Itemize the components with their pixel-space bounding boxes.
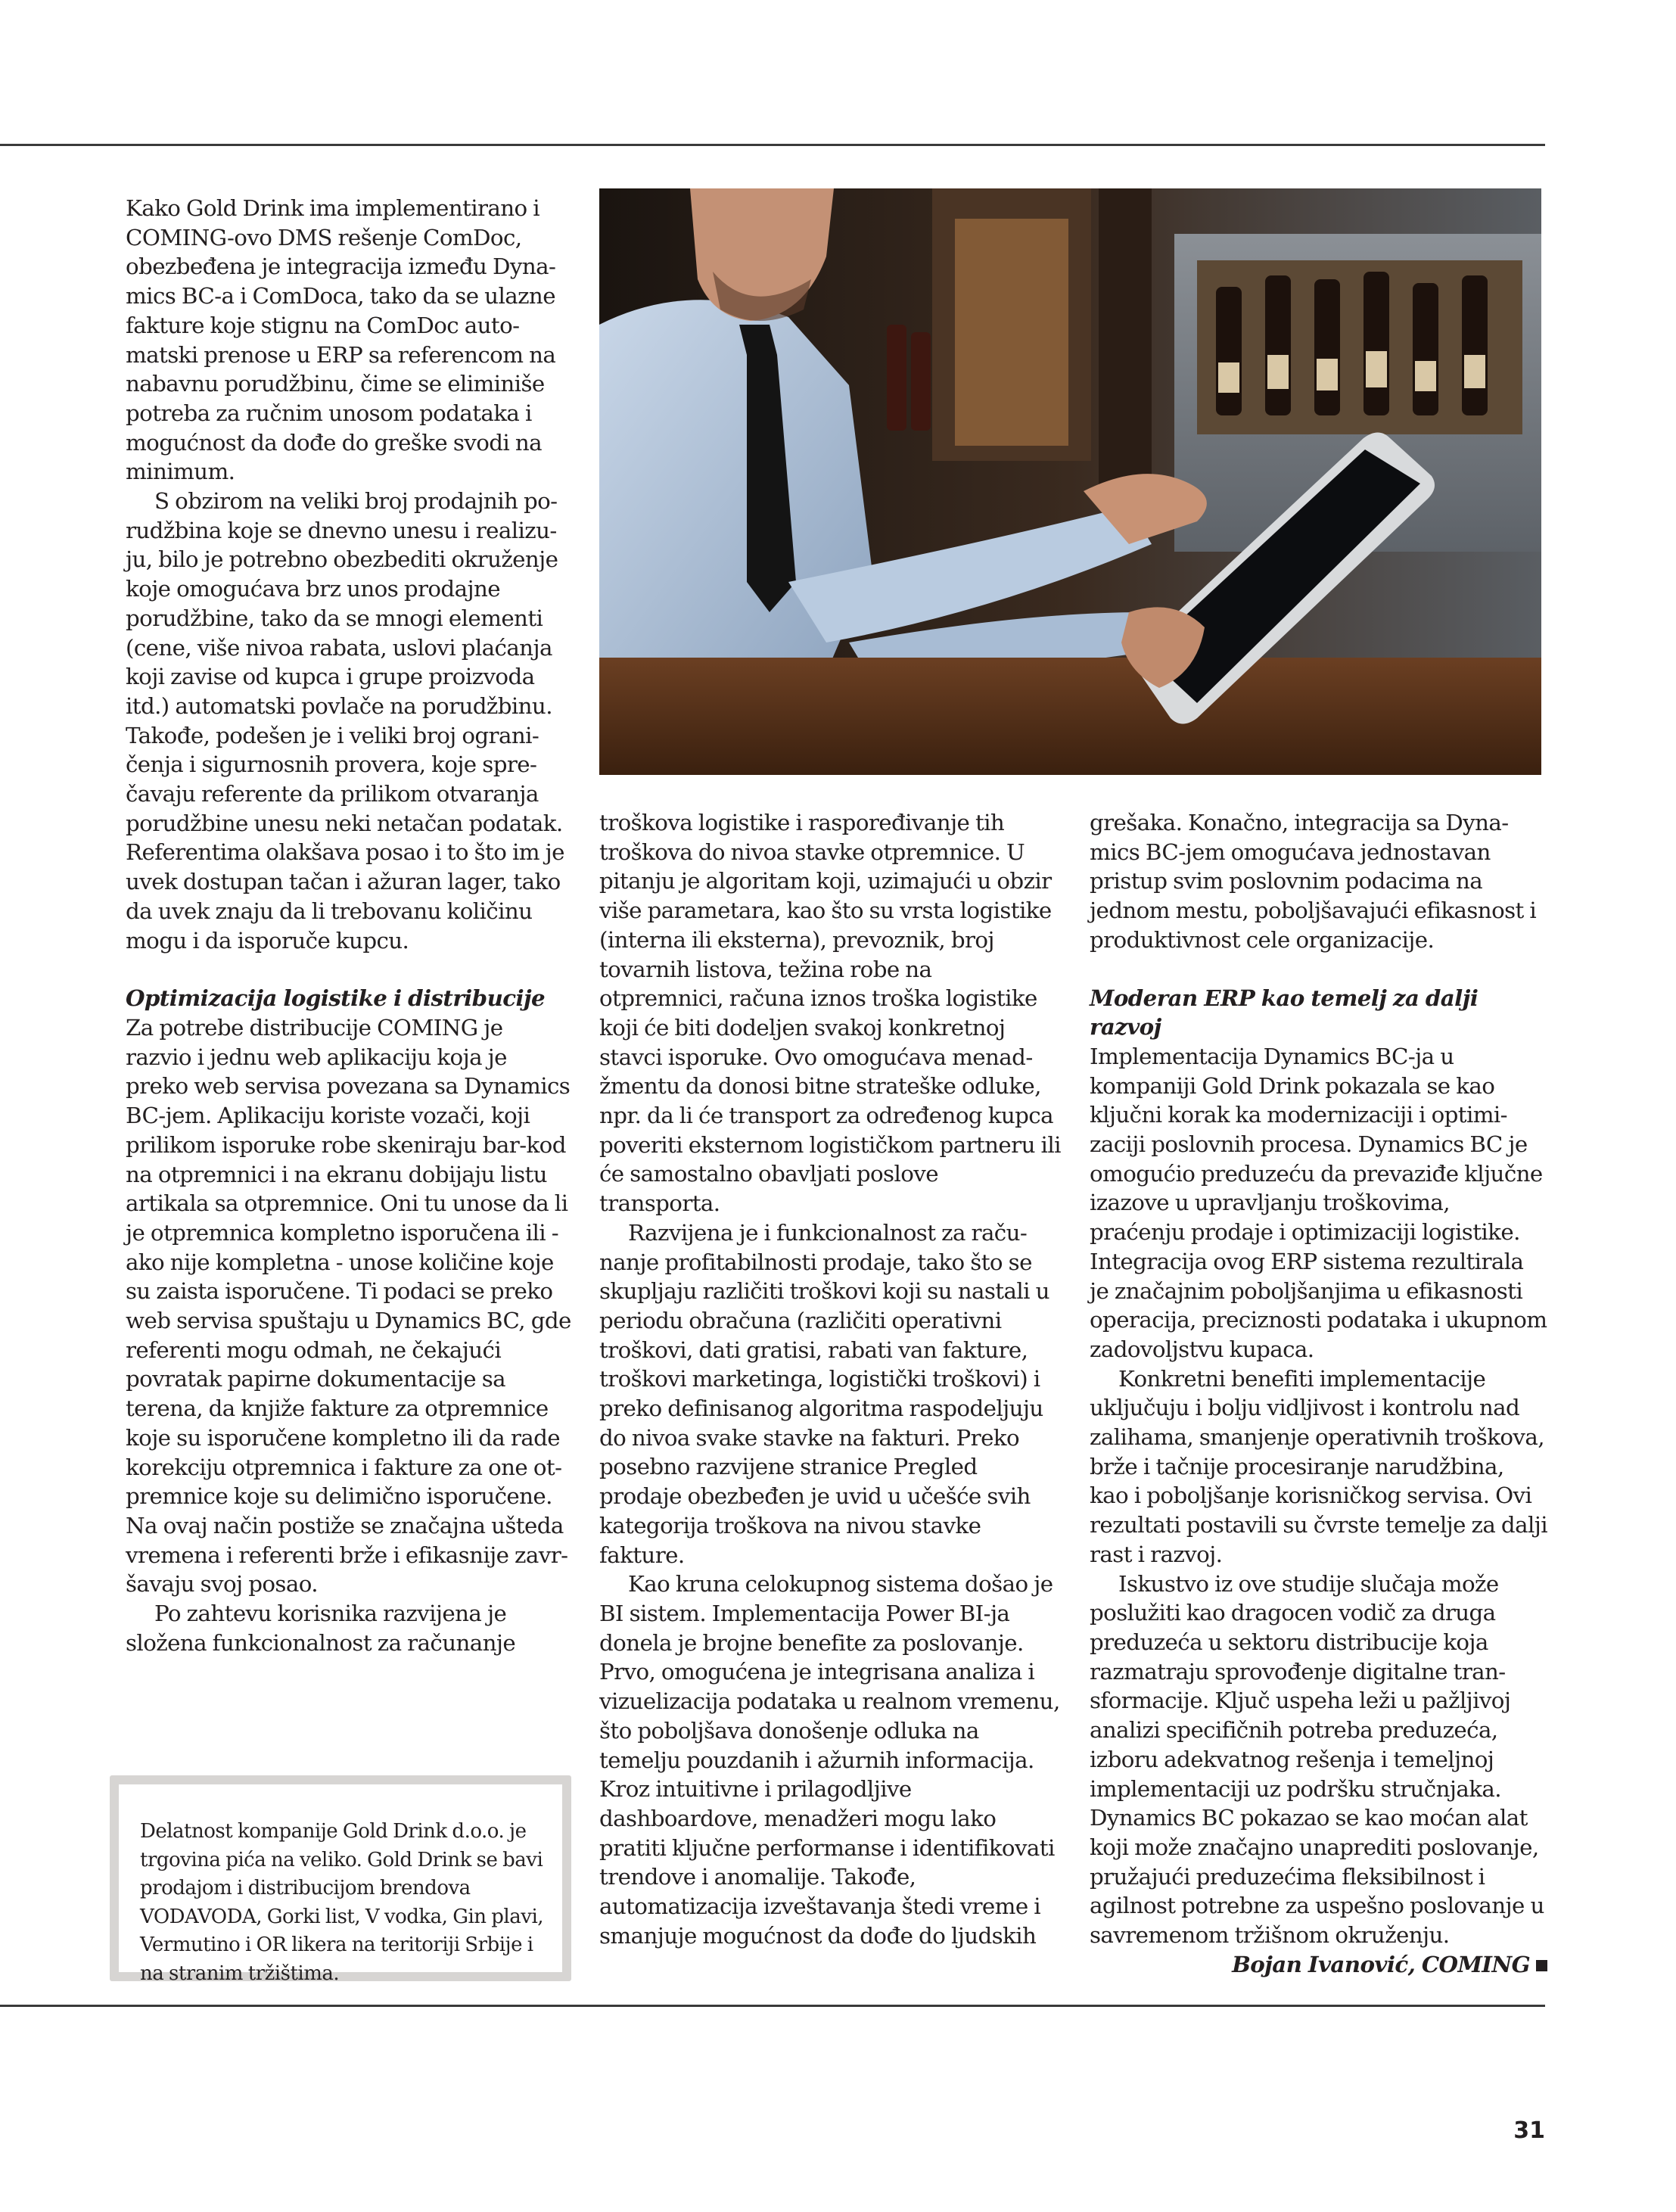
paragraph: grešaka. Konačno, integracija sa Dynamics BC-jem omogućava jednostavan pristup svim poslovnim podacima na jednom mestu, poboljšavajući efikasnost i produktivnost cele organizacije. [1090, 810, 1537, 953]
paragraph: Kao kruna celokupnog sistema došao je BI sistem. Implementacija Power BI-ja donela je brojne benefite za poslovanje. Prvo, omogućena je integrisana analiza i vizuelizacija podataka u realnom vremenu, što poboljšava donošenje odluka na temelju pouzdanih i ažurnih informacija. Kroz intuitivne i prilagodljive dashboardove, menadžeri mogu lako pratiti ključne performanse i identifikovati trendove i anomalije. Takođe, automatizacija izveštavanja štedi vreme i smanjuje mogućnost da dođe do ljudskih [599, 1571, 1060, 1949]
company-info-text: Delatnost kompanije Gold Drink d.o.o. je trgovina pića na veliko. Gold Drink se bavi prodajom i distribucijom brendova VODAVODA, Gorki list, V vodka, Gin plavi, Vermutino i OR likera na teritoriji Srbije i na stranim tržištima. [119, 1784, 562, 1972]
section-heading: Optimizacija logistike i distribucije [126, 985, 546, 1012]
company-info-box [110, 1775, 571, 1985]
businessman-with-tablet-photo [599, 188, 1541, 775]
paragraph: troškova logistike i raspoređivanje tih troškova do nivoa stavke otpremnice. U pitanju je algoritam koji, uzimajući u obzir više parametara, kao što su vrsta logistike (interna ili eksterna), prevoznik, broj tovarnih listova, težina robe na otpremnici, računa iznos troška logistike koji će biti dodeljen svakoj konkretnoj stavci isporuke. Ovo omogućava menadžmentu da donosi bitne strateške odluke, npr. da li će transport za određenog kupca poveriti eksternom logističkom partneru ili će samostalno obavljati poslove transporta. [599, 810, 1061, 1217]
paragraph: Kako Gold Drink ima implementirano i COMING-ovo DMS rešenje ComDoc, obezbeđena je integracija između Dynamics BC-a i ComDoca, tako da se ulazne fakture koje stignu na ComDoc automatski prenose u ERP sa referencom na nabavnu porudžbinu, čime se eliminiše potreba za ručnim unosom podataka i mogućnost da dođe do greške svodi na minimum. [126, 195, 556, 485]
article-column-3 [1090, 808, 1547, 1979]
bottom-rule [0, 2005, 1545, 2007]
author-signature [1090, 1950, 1547, 1980]
paragraph: Razvijena je i funkcionalnost za računanje profitabilnosti prodaje, tako što se skupljaju različiti troškovi koji su nastali u periodu obračuna (različiti operativni troškovi, dati gratisi, rabati van fakture, troškovi marketinga, logistički troškovi) i preko definisanog algoritma raspodeljuju do nivoa svake stavke na fakturi. Preko posebno razvijene stranice Pregled prodaje obezbeđen je uvid u učešće svih kategorija troškova na nivou stavke fakture. [599, 1219, 1049, 1568]
top-rule [0, 144, 1545, 146]
end-mark-icon [1536, 1960, 1547, 1971]
article-column-2 [599, 808, 1061, 1950]
paragraph: Konkretni benefiti implementacije uključuju i bolju vidljivost i kontrolu nad zalihama, smanjenje operativnih troškova, brže i tačnije procesiranje narudžbina, kao i poboljšanje korisničkog servisa. Ovi rezultati postavili su čvrste temelje za dalji rast i razvoj. [1090, 1365, 1547, 1567]
paragraph: Po zahtevu korisnika razvijena je složena funkcionalnost za računanje [126, 1601, 516, 1656]
paragraph: Implementacija Dynamics BC-ja u kompaniji Gold Drink pokazala se kao ključni korak ka modernizaciji i optimizaciji poslovnih procesa. Dynamics BC je omogućio preduzeću da prevaziđe ključne izazove u upravljanju troškovima, praćenju prodaje i optimizaciji logistike. Integracija ovog ERP sistema rezultirala je značajnim poboljšanjima u efikasnosti operacija, preciznosti podataka i ukupnom zadovoljstvu kupaca. [1090, 1043, 1547, 1362]
article-column-1 [126, 194, 572, 1657]
page-number: 31 [1513, 2117, 1545, 2144]
paragraph: Za potrebe distribucije COMING je razvio i jednu web aplikaciju koja je preko web servisa povezana sa Dynamics BC-jem. Aplikaciju koriste vozači, koji prilikom isporuke robe skeniraju bar-kod na otpremnici i na ekranu dobijaju listu artikala sa otpremnice. Oni tu unose da li je otpremnica kompletno isporučena ili - ako nije kompletna - unose količine koje su zaista isporučene. Ti podaci se preko web servisa spuštaju u Dynamics BC, gde referenti mogu odmah, ne čekajući povratak papirne dokumentacije sa terena, da knjiže fakture za otpremnice koje su isporučene kompletno ili da rade korekciju otpremnica i fakture za one otpremnice koje su delimično isporučene. Na ovaj način postiže se značajna ušteda vremena i referenti brže i efikasnije završavaju svoj posao. [126, 1014, 571, 1598]
paragraph: S obzirom na veliki broj prodajnih porudžbina koje se dnevno unesu i realizuju, bilo je potrebno obezbediti okruženje koje omogućava brz unos prodajne porudžbine, tako da se mnogi elementi (cene, više nivoa rabata, uslovi plaćanja koji zavise od kupca i grupe proizvoda itd.) automatski povlače na porudžbinu. Takođe, podešen je i veliki broj ograničenja i sigurnosnih provera, koje sprečavaju referente da prilikom otvaranja porudžbine unesu neki netačan podatak. Referentima olakšava posao i to što im je uvek dostupan tačan i ažuran lager, tako da uvek znaju da li trebovanu količinu mogu i da isporuče kupcu. [126, 488, 564, 954]
section-heading: Moderan ERP kao temelj za dalji razvoj [1090, 984, 1479, 1041]
paragraph: Iskustvo iz ove studije slučaja može poslužiti kao dragocen vodič za druga preduzeća u sektoru distribucije koja razmatraju sprovođenje digitalne transformacije. Ključ uspeha leži u pažljivoj analizi specifičnih potreba preduzeća, izboru adekvatnog rešenja i temeljnoj implementaciji uz podršku stručnjaka. Dynamics BC pokazao se kao moćan alat koji može značajno unaprediti poslovanje, pružajući preduzećima fleksibilnost i agilnost potrebne za uspešno poslovanje u savremenom tržišnom okruženju. [1090, 1570, 1544, 1949]
author-name: Bojan Ivanović, COMING [1232, 1950, 1530, 1977]
